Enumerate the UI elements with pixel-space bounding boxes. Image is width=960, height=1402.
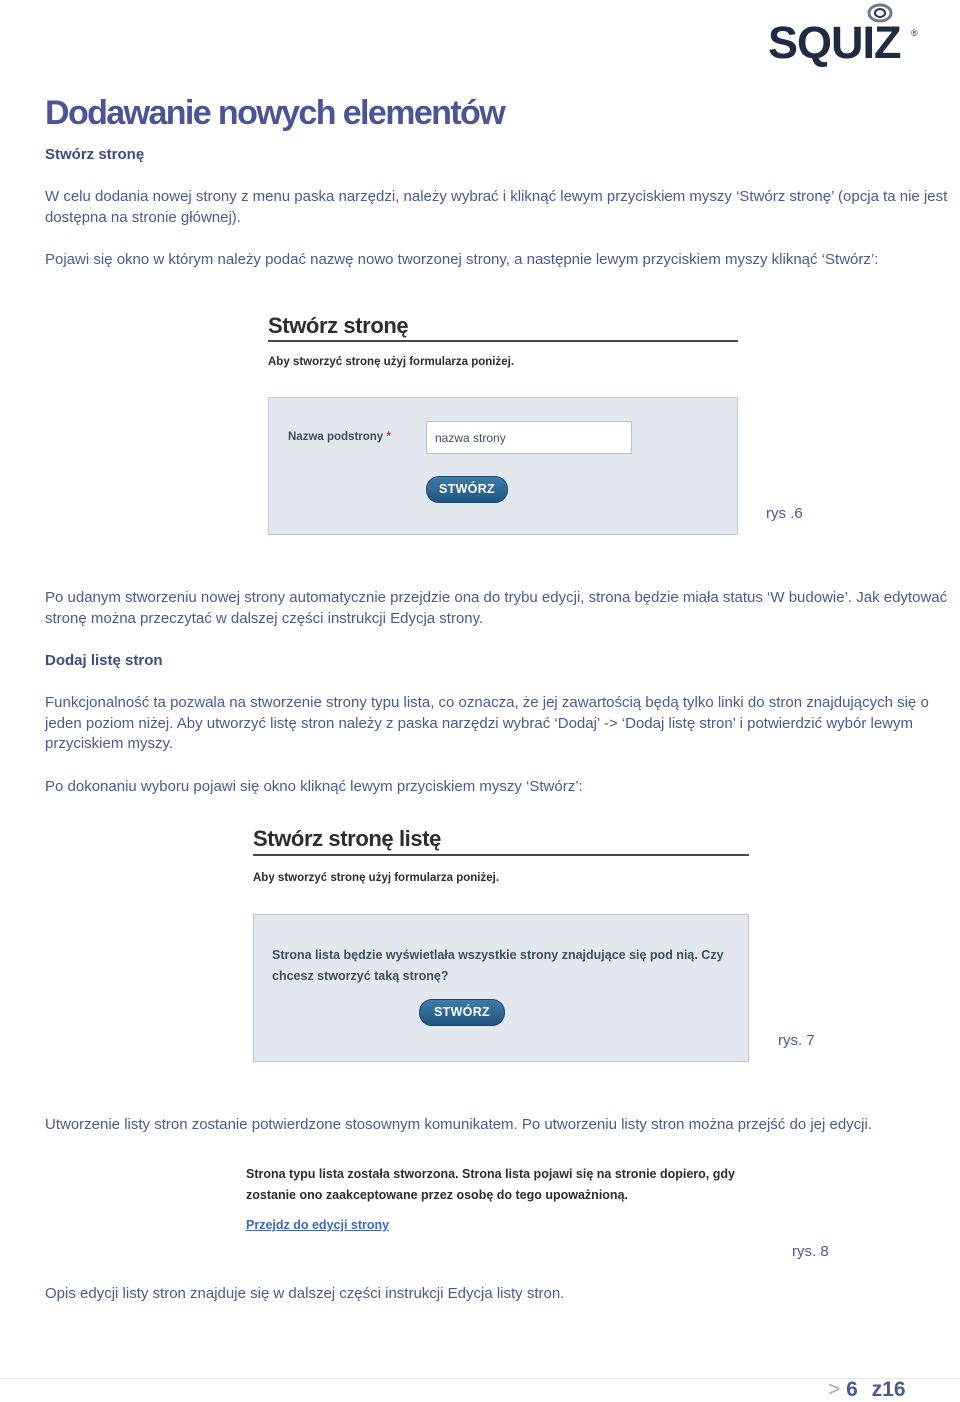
paragraph-list-edit-reference: Opis edycji listy stron znajduje się w dalszej części instrukcji Edycja listy stron.	[45, 1285, 565, 1302]
page-list-notice: Strona lista będzie wyświetlała wszystkie strony znajdujące się pod nią. Czy chcesz stworzyć taką stronę?	[272, 948, 724, 983]
figure-title-divider	[268, 340, 738, 342]
paragraph-create-page-intro: W celu dodania nowej strony z menu paska narzędzi, należy wybrać i kliknąć lewym przyciskiem myszy ‘Stwórz stronę’ (opcja ta nie jest dostępna na stronie głównej).	[45, 188, 948, 226]
go-to-page-edit-link[interactable]: Przejdz do edycji strony	[246, 1218, 390, 1232]
current-page: 6	[846, 1378, 858, 1401]
figure-create-page	[268, 306, 738, 538]
total-pages: 16	[882, 1378, 906, 1401]
figure-6-caption: rys .6	[766, 505, 803, 522]
create-page-form-panel	[268, 397, 738, 535]
paragraph-create-page-window: Pojawi się okno w którym należy podać nazwę nowo tworzonej strony, a następnie lewym przyciskiem myszy kliknąć ‘Stwórz’:	[45, 251, 879, 268]
page-arrow-icon: >	[828, 1378, 841, 1401]
figure-create-page-list	[253, 820, 749, 1063]
paragraph-page-list-window: Po dokonaniu wyboru pojawi się okno kliknąć lewym przyciskiem myszy ‘Stwórz’:	[45, 778, 583, 795]
figure-list-created-message	[246, 1164, 746, 1244]
footer-divider	[0, 1378, 960, 1379]
figure-create-page-subtitle: Aby stworzyć stronę użyj formularza poniżej.	[268, 356, 515, 368]
create-list-button[interactable]: STWÓRZ	[419, 999, 505, 1026]
create-button[interactable]: STWÓRZ	[426, 476, 508, 503]
list-created-message: Strona typu lista została stworzona. Strona lista pojawi się na stronie dopiero, gdy zostanie ono zaakceptowane przez osobę do tego upoważnioną.	[246, 1167, 735, 1202]
create-page-list-panel	[253, 914, 749, 1062]
page-title: Dodawanie nowych elementów	[45, 94, 505, 132]
figure-create-page-list-title: Stwórz stronę listę	[253, 826, 441, 851]
page-of-label: z	[871, 1378, 883, 1401]
figure-create-page-title: Stwórz stronę	[268, 313, 409, 338]
figure-create-page-list-subtitle: Aby stworzyć stronę użyj formularza poniżej.	[253, 872, 500, 884]
figure-title-divider	[253, 854, 749, 856]
required-asterisk: *	[386, 431, 391, 443]
figure-8-caption: rys. 8	[792, 1243, 829, 1260]
section-heading-create-page: Stwórz stronę	[45, 146, 145, 163]
page-name-input[interactable]: nazwa strony	[426, 421, 632, 454]
section-heading-add-page-list: Dodaj listę stron	[45, 652, 163, 669]
logo-text: SQUIZ	[768, 17, 901, 68]
page-name-label: Nazwa podstrony *	[288, 431, 391, 443]
logo-registered-mark: ®	[911, 28, 918, 38]
paragraph-after-create: Po udanym stworzeniu nowej strony automatycznie przejdzie ona do trybu edycji, strona będzie miała status ‘W budowie’. Jak edytować stronę można przeczytać w dalszej części instrukcji Edycja strony.	[45, 589, 948, 627]
page-number	[828, 1378, 906, 1402]
paragraph-page-list-intro: Funkcjonalność ta pozwala na stworzenie strony typu lista, co oznacza, że jej zawartością będą tylko linki do stron znajdujących się o jeden poziom niżej. Aby utworzyć listę stron należy z paska narzędzi wybrać ‘Dodaj’ -> ‘Dodaj listę stron’ i potwierdzić wybór lewym przyciskiem myszy.	[45, 694, 929, 752]
figure-7-caption: rys. 7	[778, 1032, 815, 1049]
squiz-logo	[768, 0, 928, 72]
paragraph-list-confirmation: Utworzenie listy stron zostanie potwierdzone stosownym komunikatem. Po utworzeniu listy stron można przejść do jej edycji.	[45, 1116, 873, 1133]
